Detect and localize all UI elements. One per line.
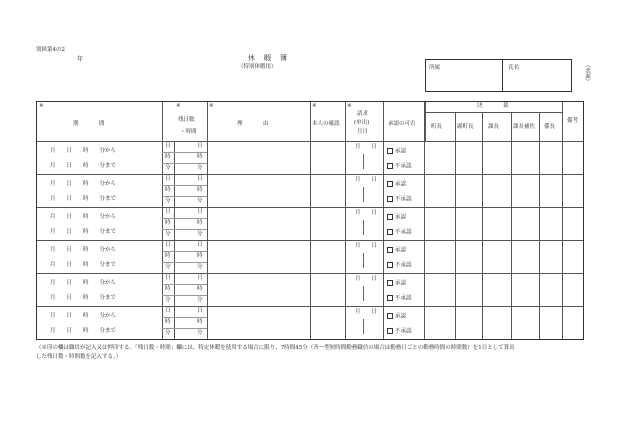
row2-not-approved[interactable]: 不承認 (387, 196, 412, 203)
row5-from: 月 日 時 分から (50, 280, 117, 286)
row4-min-l: 分 (165, 264, 171, 270)
approver-0: 町長 (431, 124, 443, 130)
row4-day-l: 日 (165, 242, 171, 248)
office-name-box (425, 59, 572, 92)
row1-day-l: 日 (165, 143, 171, 149)
row3-approved[interactable]: 承認 (387, 214, 406, 221)
row4-to: 月 日 時 分まで (50, 262, 117, 268)
leave-table (36, 101, 584, 340)
row1-approved[interactable]: 承認 (387, 148, 406, 155)
row2-to: 月 日 時 分まで (50, 196, 117, 202)
mark-reason: ※ (209, 103, 214, 109)
row5-hour-r: 時 (197, 286, 203, 292)
header-remaining-top: 残日数 (178, 117, 195, 123)
row4-min-r: 分 (197, 264, 203, 270)
header-remarks: 備考 (567, 118, 579, 124)
header-kessai: 決 裁 (477, 103, 510, 109)
row5-to: 月 日 時 分まで (50, 295, 117, 301)
mark-request: ※ (347, 103, 352, 109)
row6-day-r: 日 (197, 308, 203, 314)
row6-min-l: 分 (165, 330, 171, 336)
row3-from: 月 日 時 分から (50, 214, 117, 220)
row3-hour-r: 時 (197, 220, 203, 226)
row5-min-r: 分 (197, 297, 203, 303)
row1-not-approved[interactable]: 不承認 (387, 163, 412, 170)
row5-day-l: 日 (165, 275, 171, 281)
mark-confirm: ※ (312, 103, 317, 109)
row5-day-r: 日 (197, 275, 203, 281)
header-request-2: (申出) (354, 120, 370, 126)
row1-min-r: 分 (197, 165, 203, 171)
row5-monthday: 月 日 (355, 276, 378, 282)
row2-min-r: 分 (197, 198, 203, 204)
row1-to: 月 日 時 分まで (50, 163, 117, 169)
row2-hour-r: 時 (197, 187, 203, 193)
row2-day-l: 日 (165, 176, 171, 182)
row6-min-r: 分 (197, 330, 203, 336)
row3-hour-l: 時 (165, 220, 171, 226)
header-period: 期 間 (73, 121, 106, 127)
row1-hour-r: 時 (197, 154, 203, 160)
mark-remaining: ※ (176, 103, 181, 109)
header-approval: 承認の可否 (388, 121, 416, 127)
row1-from: 月 日 時 分から (50, 148, 117, 154)
row1-hour-l: 時 (165, 154, 171, 160)
approver-1: 副町長 (457, 124, 474, 130)
row2-from: 月 日 時 分から (50, 181, 117, 187)
row1-monthday: 月 日 (355, 144, 378, 150)
side-label: （表面） (584, 62, 590, 84)
approver-4: 係長 (544, 124, 556, 130)
footnote-line2: した残日数・時間数を記入する。） (36, 354, 122, 360)
name-label: 氏名 (508, 65, 520, 71)
row5-approved[interactable]: 承認 (387, 280, 406, 287)
page-subtitle: （特別休暇用） (238, 64, 277, 70)
row4-day-r: 日 (197, 242, 203, 248)
row6-day-l: 日 (165, 308, 171, 314)
mark-period: ※ (39, 103, 44, 109)
approver-3: 課長補佐 (513, 124, 536, 130)
row4-hour-r: 時 (197, 253, 203, 259)
row3-to: 月 日 時 分まで (50, 229, 117, 235)
row2-monthday: 月 日 (355, 177, 378, 183)
row6-approved[interactable]: 承認 (387, 313, 406, 320)
row6-hour-r: 時 (197, 319, 203, 325)
row6-hour-l: 時 (165, 319, 171, 325)
row3-day-l: 日 (165, 209, 171, 215)
header-request-3: 月日 (357, 129, 369, 135)
row3-monthday: 月 日 (355, 210, 378, 216)
row4-from: 月 日 時 分から (50, 247, 117, 253)
row4-monthday: 月 日 (355, 243, 378, 249)
row1-min-l: 分 (165, 165, 171, 171)
row2-min-l: 分 (165, 198, 171, 204)
row5-hour-l: 時 (165, 286, 171, 292)
row5-min-l: 分 (165, 297, 171, 303)
approver-2: 課長 (488, 124, 500, 130)
header-reason: 理 由 (237, 121, 270, 127)
header-remaining-bottom: ・時間 (180, 129, 197, 135)
office-label: 所属 (429, 65, 441, 71)
row2-hour-l: 時 (165, 187, 171, 193)
year-label: 年 (77, 56, 84, 63)
row4-approved[interactable]: 承認 (387, 247, 406, 254)
header-request-1: 請求 (357, 111, 369, 117)
footnote-line1: （※印の欄は職員が記入又は押印する。「残日数・時間」欄には、特定休暇を使用する場合に限り、7時間45分（斉一型短時間勤務職員の場合は勤務日ごとの勤務時間の時間数）を1日として算出 (36, 345, 515, 351)
row3-min-l: 分 (165, 231, 171, 237)
row5-not-approved[interactable]: 不承認 (387, 295, 412, 302)
row2-approved[interactable]: 承認 (387, 181, 406, 188)
row6-to: 月 日 時 分まで (50, 328, 117, 334)
row6-from: 月 日 時 分から (50, 313, 117, 319)
row2-day-r: 日 (197, 176, 203, 182)
row3-day-r: 日 (197, 209, 203, 215)
row6-monthday: 月 日 (355, 309, 378, 315)
row3-not-approved[interactable]: 不承認 (387, 229, 412, 236)
page-title: 休 暇 簿 (248, 54, 288, 62)
row3-min-r: 分 (197, 231, 203, 237)
form-number: 別紙第4の2 (36, 47, 65, 53)
row4-hour-l: 時 (165, 253, 171, 259)
header-confirm: 本人の確認 (312, 121, 340, 127)
row4-not-approved[interactable]: 不承認 (387, 262, 412, 269)
row6-not-approved[interactable]: 不承認 (387, 328, 412, 335)
row1-day-r: 日 (197, 143, 203, 149)
